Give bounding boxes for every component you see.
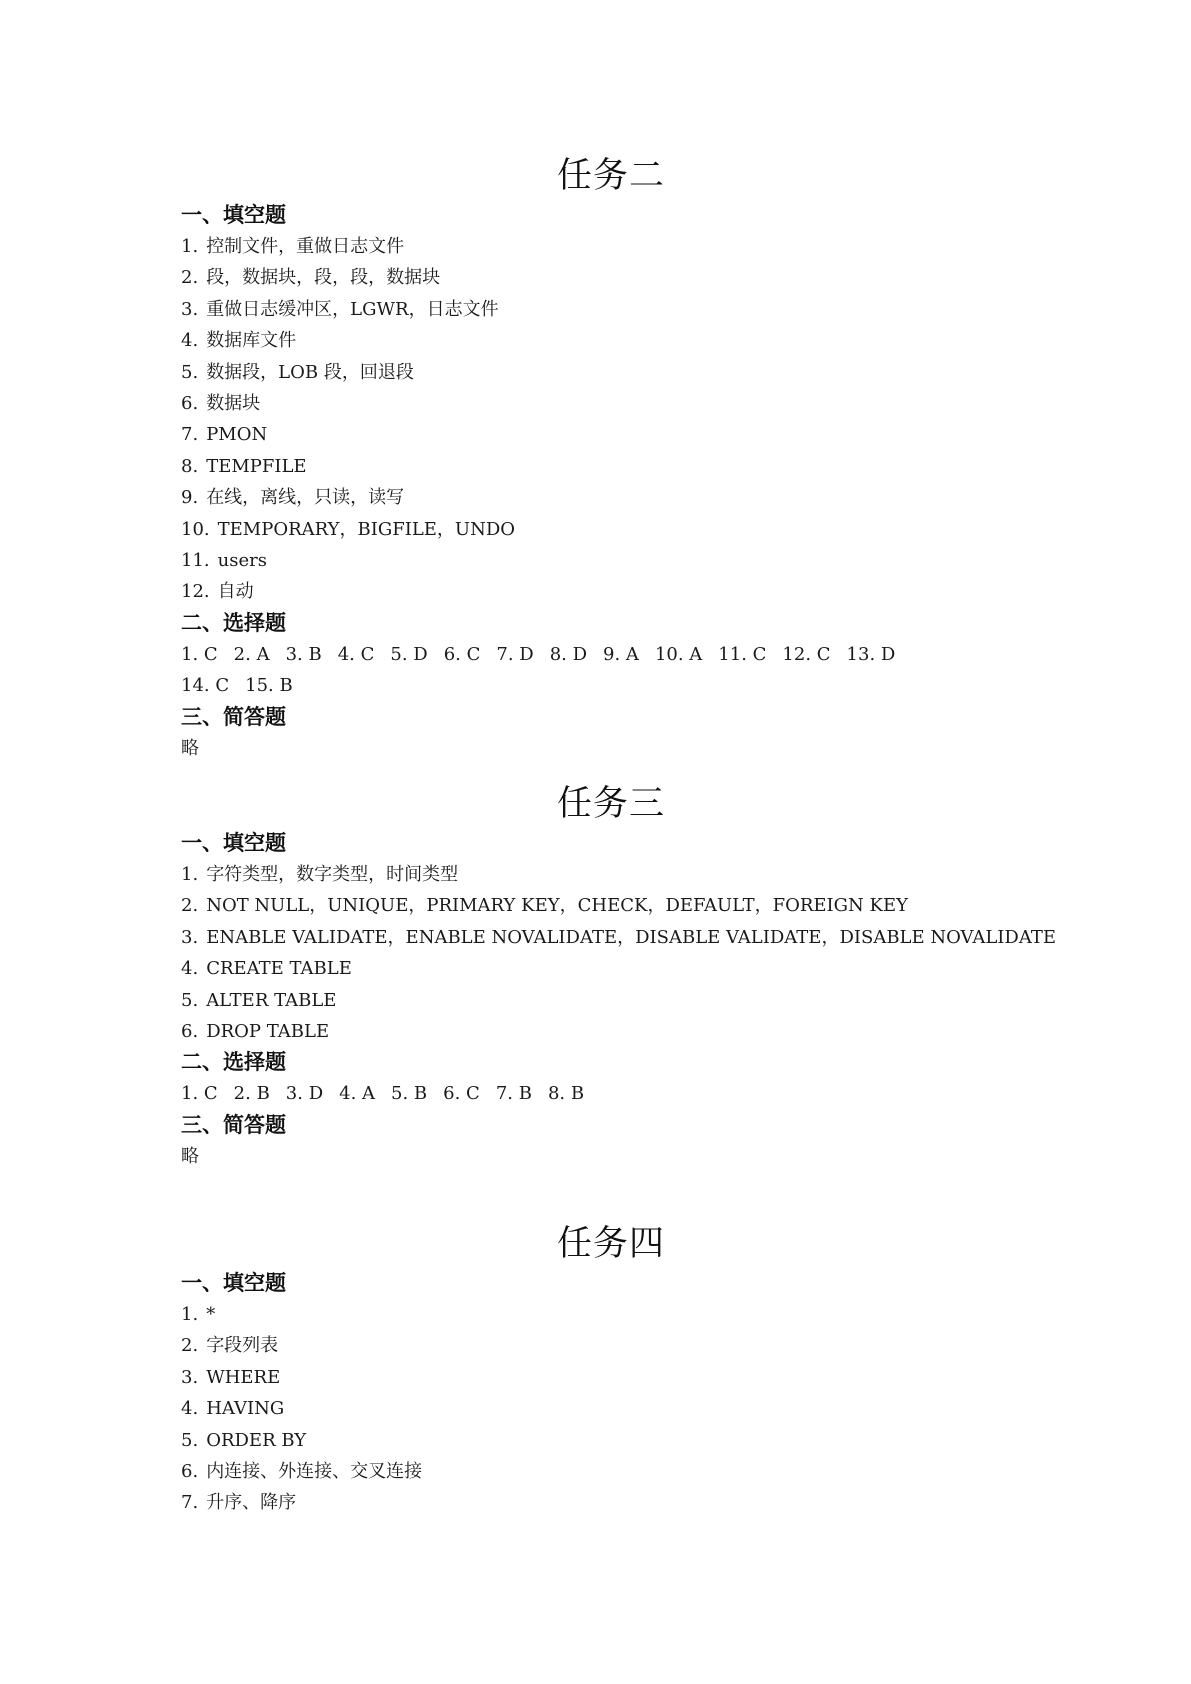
answer-line: 2. 字段列表 — [181, 1335, 279, 1357]
answer-line: 3. 重做日志缓冲区，LGWR，日志文件 — [181, 298, 499, 320]
choice-answers-row — [181, 639, 1041, 670]
short-answer-heading: 三、简答题 — [181, 704, 286, 729]
answer-line: 6. DROP TABLE — [181, 1020, 330, 1042]
choice-answer: 7. B — [495, 1083, 532, 1105]
task-title: 任务二 — [556, 156, 665, 196]
task-section — [181, 780, 1056, 1172]
answer-line: 7. 升序、降序 — [181, 1492, 297, 1514]
choice-answer: 7. D — [496, 643, 534, 665]
choice-answers-row — [181, 1078, 1041, 1109]
task-title: 任务四 — [556, 1224, 665, 1264]
answer-line: 11. users — [181, 549, 267, 571]
fill-blank-heading: 一、填空题 — [181, 1271, 286, 1295]
choice-answer: 14. C — [181, 675, 230, 697]
choice-answers-row — [181, 670, 1041, 701]
answer-line: 2. 段，数据块，段，段，数据块 — [181, 267, 441, 289]
fill-blank-heading: 一、填空题 — [181, 203, 286, 227]
choice-answer: 12. C — [782, 643, 831, 665]
answer-line: 4. 数据库文件 — [181, 330, 297, 352]
choice-answer: 8. D — [549, 643, 588, 665]
choice-answer: 5. D — [390, 643, 428, 665]
answer-line: 10. TEMPORARY，BIGFILE，UNDO — [181, 518, 516, 540]
choice-answer: 4. A — [339, 1083, 376, 1105]
task-title: 任务三 — [556, 784, 665, 824]
choice-answer: 2. A — [233, 643, 270, 665]
answer-line: 4. CREATE TABLE — [181, 958, 352, 980]
short-answer-text: 略 — [181, 737, 199, 759]
choice-answer: 2. B — [233, 1083, 270, 1105]
answer-line: 7. PMON — [181, 424, 268, 446]
choice-heading: 二、选择题 — [181, 1050, 286, 1075]
task-section — [181, 1220, 1041, 1519]
choice-answer: 1. C — [181, 643, 218, 665]
answer-line: 3. ENABLE VALIDATE，ENABLE NOVALIDATE，DISABLE VALIDATE，DISABLE NOVALIDATE — [181, 926, 1056, 948]
task-section — [181, 152, 1041, 764]
answer-line: 6. 内连接、外连接、交叉连接 — [181, 1460, 423, 1482]
choice-answer: 15. B — [245, 675, 293, 697]
answer-line: 1. 字符类型，数字类型，时间类型 — [181, 864, 459, 885]
answer-line: 5. ALTER TABLE — [181, 989, 337, 1011]
answer-line: 12. 自动 — [181, 581, 254, 603]
answer-line: 6. 数据块 — [181, 392, 261, 414]
choice-answer: 11. C — [718, 643, 767, 665]
answer-line: 9. 在线，离线，只读，读写 — [181, 487, 405, 509]
choice-answer: 4. C — [337, 643, 375, 665]
answer-line: 5. 数据段，LOB 段，回退段 — [181, 361, 414, 383]
answer-line: 1. 控制文件，重做日志文件 — [181, 236, 405, 257]
answer-line: 2. NOT NULL，UNIQUE，PRIMARY KEY，CHECK，DEFAULT，FOREIGN KEY — [181, 895, 908, 917]
short-answer-heading: 三、简答题 — [181, 1112, 286, 1137]
answer-line: 4. HAVING — [181, 1398, 285, 1420]
choice-answer: 3. D — [285, 1083, 324, 1105]
answer-line: 8. TEMPFILE — [181, 455, 307, 477]
short-answer-text: 略 — [181, 1145, 199, 1167]
answer-line: 3. WHERE — [181, 1366, 281, 1388]
choice-answer: 1. C — [181, 1083, 218, 1105]
fill-blank-heading: 一、填空题 — [181, 831, 286, 855]
choice-answer: 13. D — [846, 643, 896, 665]
answer-line: 5. ORDER BY — [181, 1429, 307, 1451]
choice-answer: 3. B — [285, 643, 322, 665]
choice-answer: 6. C — [443, 1083, 480, 1105]
choice-answer: 8. B — [547, 1083, 585, 1105]
answer-line: 1. * — [181, 1304, 216, 1325]
choice-heading: 二、选择题 — [181, 610, 286, 635]
choice-answer: 5. B — [391, 1083, 428, 1105]
choice-answer: 10. A — [654, 643, 703, 665]
choice-answer: 9. A — [603, 643, 639, 665]
choice-answer: 6. C — [443, 643, 481, 665]
